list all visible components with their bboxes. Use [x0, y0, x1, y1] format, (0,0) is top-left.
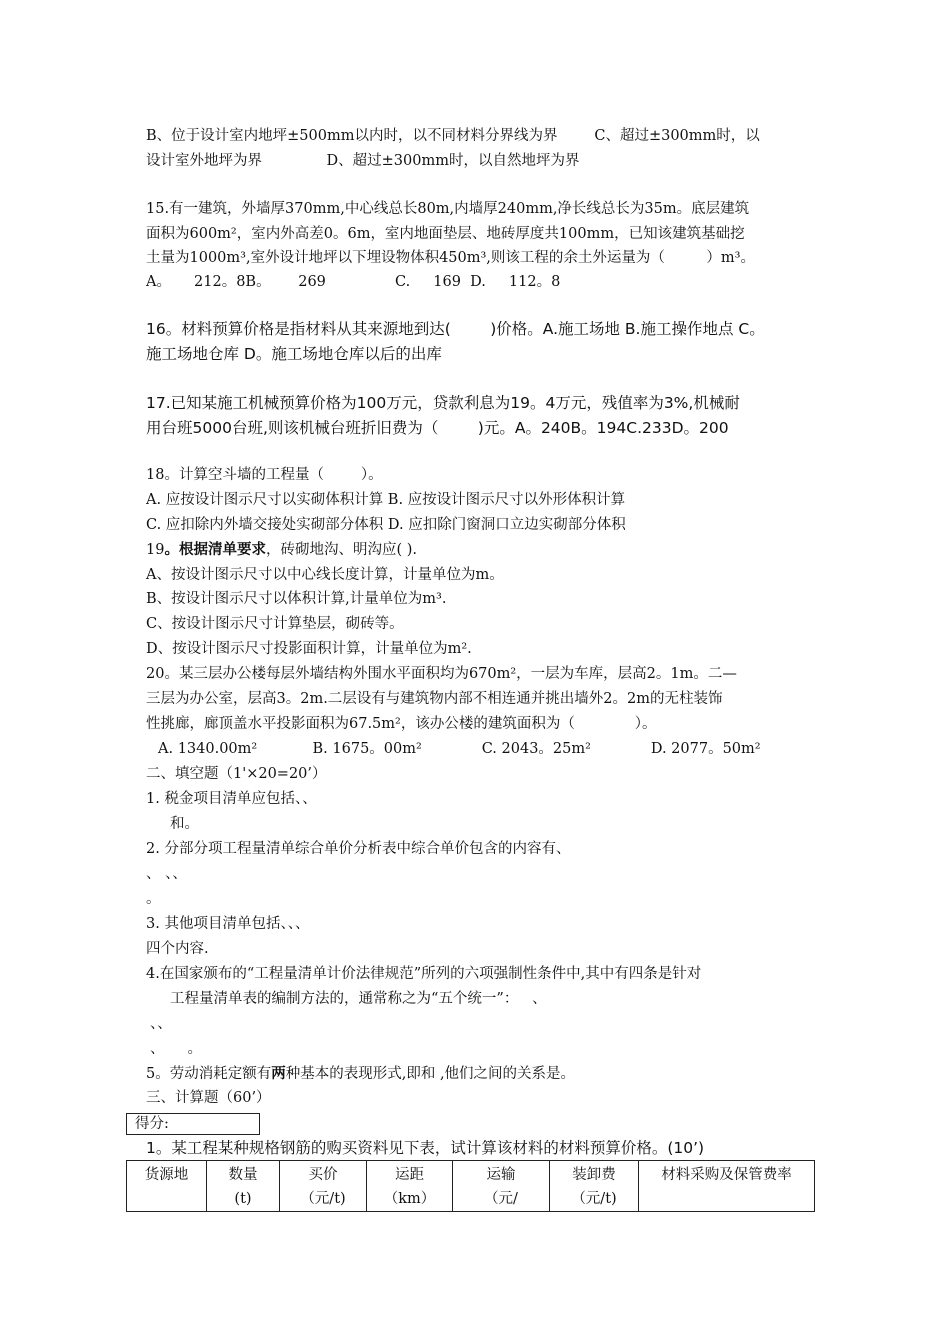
- q19-option-c: C、按设计图示尺寸计算垫层，砌砖等。: [146, 616, 404, 632]
- q19-bold-text: 。根据清单要求: [164, 541, 266, 558]
- q19-option-b: B、按设计图示尺寸以体积计算,计量单位为m³.: [146, 591, 447, 607]
- q20-line2: 三层为办公室，层高3。2m.二层设有与建筑物内部不相连通并挑出墙外2。2m的无柱装饰: [146, 691, 723, 707]
- fill3-line2: 四个内容.: [146, 941, 209, 957]
- q18-options-ab: A. 应按设计图示尺寸以实砌体积计算 B. 应按设计图示尺寸以外形体积计算: [146, 492, 626, 508]
- fill1-line1: 1. 税金项目清单应包括、、: [146, 791, 317, 807]
- fill2-line2: 、 、、: [146, 866, 187, 882]
- fill4-line1: 4.在国家颁布的“工程量清单计价法律规范”所列的六项强制性条件中,其中有四条是针对: [146, 966, 702, 982]
- header-line1: 运输: [486, 1167, 516, 1183]
- table-header-cell: [280, 1161, 367, 1211]
- q18-options-cd: C. 应扣除内外墙交接处实砌部分体积 D. 应扣除门窗洞口立边实砌部分体积: [146, 517, 626, 533]
- fill5-bold: 两: [271, 1065, 286, 1082]
- fill4-line2: 工程量清单表的编制方法的，通常称之为“五个统一”： 、: [170, 991, 547, 1007]
- header-line1: 装卸费: [572, 1167, 616, 1183]
- header-line2: （km）: [383, 1191, 436, 1207]
- table-header-cell: [367, 1161, 453, 1211]
- q19-stem: [146, 540, 417, 560]
- header-line2: (t): [234, 1191, 252, 1207]
- fill5-post: 种基本的表现形式,即和 ,他们之间的关系是。: [285, 1066, 576, 1082]
- header-line1: 运距: [395, 1167, 424, 1183]
- calc1-stem: 1。某工程某种规格钢筋的购买资料见下表，试计算该材料的材料预算价格。(10’): [146, 1139, 705, 1157]
- score-box: [126, 1113, 260, 1135]
- fill3-line1: 3. 其他项目清单包括、、、: [146, 916, 310, 932]
- fill5-line: [146, 1064, 575, 1084]
- header-line1: 材料采购及保管费率: [661, 1167, 792, 1183]
- q19-option-d: D、按设计图示尺寸投影面积计算，计量单位为m².: [146, 641, 472, 657]
- header-line2: （元/: [484, 1191, 518, 1207]
- q16-line1: 16。材料预算价格是指材料从其来源地到达( )价格。A.施工场地 B.施工操作地点 C。: [146, 320, 765, 338]
- fill1-line2: 和。: [170, 816, 199, 832]
- q15-line1: 15.有一建筑，外墙厚370mm,中心线总长80m,内墙厚240mm,净长线总长为35m。底层建筑: [146, 201, 750, 217]
- table-header-cell: [550, 1161, 639, 1211]
- q20-line3: 性挑廊，廊顶盖水平投影面积为67.5m²，该办公楼的建筑面积为（ ）。: [146, 716, 657, 732]
- section2-title: 二、填空题（1'×20=20’）: [146, 766, 327, 782]
- header-line2: （元/t): [300, 1191, 346, 1207]
- material-price-table: [126, 1160, 815, 1212]
- header-line1: 货源地: [144, 1167, 189, 1183]
- header-line2: （元/t): [571, 1191, 617, 1207]
- score-label: 得分:: [135, 1116, 169, 1132]
- q20-options: A. 1340.00m² B. 1675。00m² C. 2043。25m² D. 2077。50m²: [158, 741, 761, 757]
- table-header-cell: [127, 1161, 207, 1211]
- section3-title: 三、计算题（60’）: [146, 1090, 271, 1106]
- fill5-pre: 5。劳动消耗定额有: [146, 1066, 272, 1082]
- q17-line1: 17.已知某施工机械预算价格为100万元，贷款利息为19。4万元，残值率为3%,机械耐: [146, 394, 740, 412]
- q15-line2: 面积为600m²，室内外高差0。6m，室内地面垫层、地砖厚度共100mm，已知该建筑基础挖: [146, 226, 745, 242]
- fill4-line3: 、、: [150, 1016, 172, 1032]
- q15-line3: 土量为1000m³,室外设计地坪以下埋设物体积450m³,则该工程的余土外运量为（ ）m³。: [146, 250, 755, 266]
- q16-line2: 施工场地仓库 D。施工场地仓库以后的出库: [146, 345, 442, 363]
- fill2-line3: 。: [146, 891, 161, 907]
- q14-line1: B、位于设计室内地坪±500mm以内时，以不同材料分界线为界 C、超过±300mm时，以: [146, 128, 760, 144]
- header-line1: 数量: [228, 1167, 258, 1183]
- q19-option-a: A、按设计图示尺寸以中心线长度计算，计量单位为m。: [146, 567, 504, 583]
- table-header-cell: [207, 1161, 280, 1211]
- q15-options: A。 212。8B。 269 C. 169 D. 112。8: [146, 274, 561, 290]
- q17-line2: 用台班5000台班,则该机械台班折旧费为（ )元。A。240B。194C.233D。200: [146, 419, 729, 437]
- q19-stem-rest: ，砖砌地沟、明沟应( ).: [265, 542, 417, 558]
- fill4-line4: 、 。: [150, 1041, 203, 1057]
- q18-stem: 18。计算空斗墙的工程量（ ）。: [146, 467, 383, 483]
- q20-line1: 20。某三层办公楼每层外墙结构外围水平面积均为670m²，一层为车库，层高2。1m。二—: [146, 666, 737, 682]
- fill2-line1: 2. 分部分项工程量清单综合单价分析表中综合单价包含的内容有、: [146, 841, 571, 857]
- q19-number: 19: [146, 542, 165, 558]
- q14-line2: 设计室外地坪为界 D、超过±300mm时，以自然地坪为界: [146, 153, 580, 169]
- table-header-cell: [453, 1161, 550, 1211]
- table-header-cell: [639, 1161, 814, 1211]
- header-line1: 买价: [308, 1167, 338, 1183]
